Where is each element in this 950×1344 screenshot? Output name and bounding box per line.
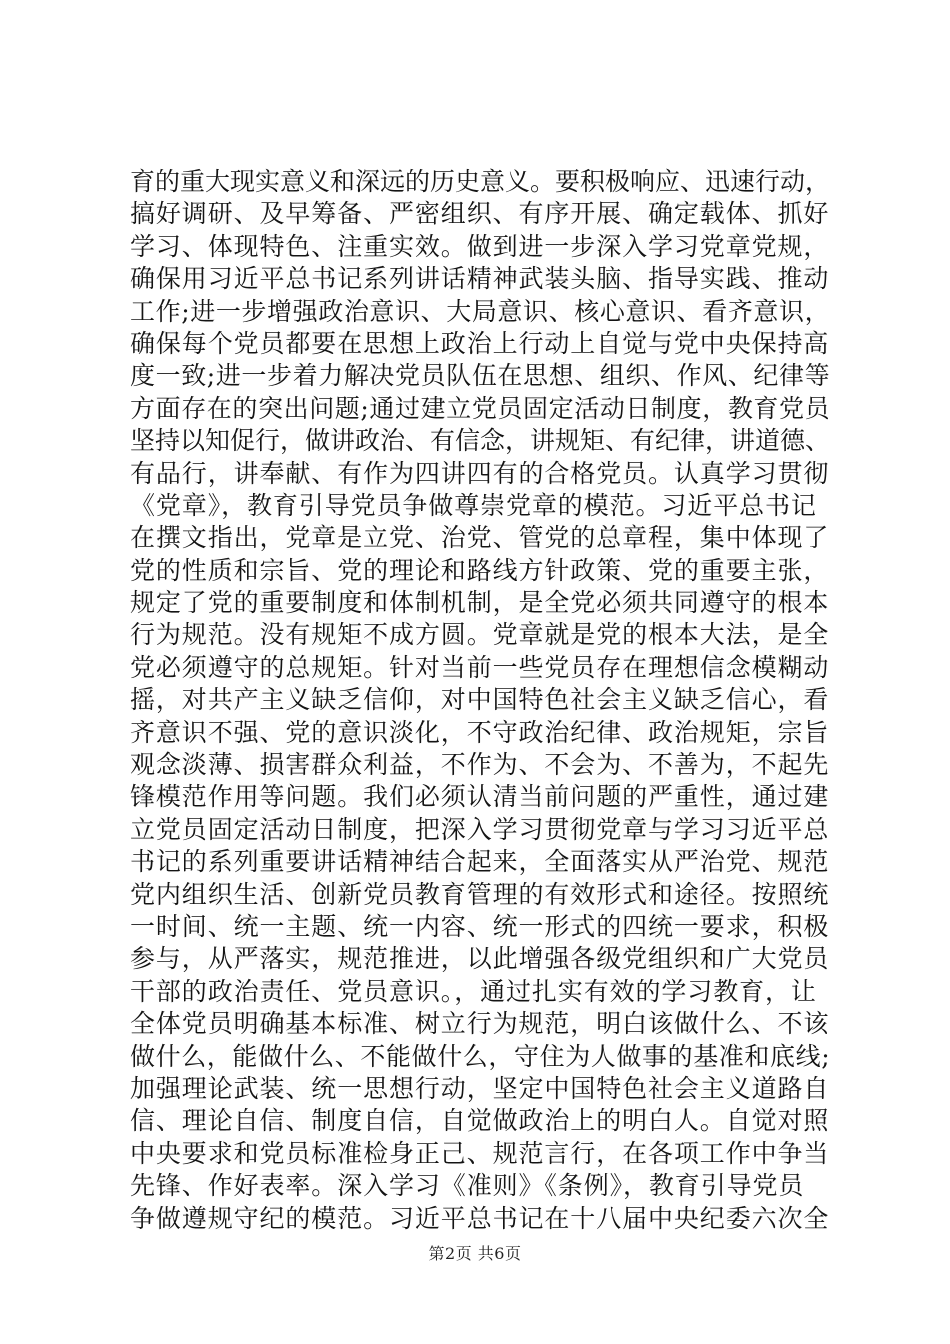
text-line: 学习、体现特色、注重实效。做到进一步深入学习党章党规， <box>130 231 830 261</box>
text-line: 党的性质和宗旨、党的理论和路线方针政策、党的重要主张， <box>130 555 830 585</box>
text-line: 锋模范作用等问题。我们必须认清当前问题的严重性，通过建 <box>130 782 830 812</box>
text-line: 干部的政治责任、党员意识。，通过扎实有效的学习教育，让 <box>130 976 817 1006</box>
text-line: 信、理论自信、制度自信，自觉做政治上的明白人。自觉对照 <box>130 1106 830 1136</box>
body-paragraph <box>130 166 830 1235</box>
text-line: 全体党员明确基本标准、树立行为规范，明白该做什么、不该 <box>130 1009 830 1039</box>
page-footer: 第2页 共6页 <box>428 1244 522 1263</box>
text-line: 方面存在的突出问题;通过建立党员固定活动日制度，教育党员 <box>130 393 831 423</box>
text-line: 加强理论武装、统一思想行动，坚定中国特色社会主义道路自 <box>130 1073 830 1103</box>
text-line: 党必须遵守的总规矩。针对当前一些党员存在理想信念模糊动 <box>130 652 830 682</box>
text-line: 确保用习近平总书记系列讲话精神武装头脑、指导实践、推动 <box>130 264 830 294</box>
text-line: 先锋、作好表率。深入学习《准则》《条例》，教育引导党员 <box>130 1171 805 1201</box>
text-line: 《党章》，教育引导党员争做尊崇党章的模范。习近平总书记 <box>130 490 817 520</box>
text-line: 一时间、统一主题、统一内容、统一形式的四统一要求，积极 <box>130 911 830 941</box>
text-line: 度一致;进一步着力解决党员队伍在思想、组织、作风、纪律等 <box>130 361 831 391</box>
text-line: 观念淡薄、损害群众利益，不作为、不会为、不善为，不起先 <box>130 750 830 780</box>
text-line: 齐意识不强、党的意识淡化，不守政治纪律、政治规矩，宗旨 <box>130 717 830 747</box>
text-line: 坚持以知促行，做讲政治、有信念，讲规矩、有纪律，讲道德、 <box>130 426 831 456</box>
text-line: 书记的系列重要讲话精神结合起来，全面落实从严治党、规范 <box>130 847 830 877</box>
text-line: 在撰文指出，党章是立党、治党、管党的总章程，集中体现了 <box>130 523 830 553</box>
text-line: 参与，从严落实，规范推进，以此增强各级党组织和广大党员 <box>130 944 830 974</box>
text-line: 做什么，能做什么、不能做什么，守住为人做事的基准和底线; <box>130 1041 831 1071</box>
text-line: 育的重大现实意义和深远的历史意义。要积极响应、迅速行动， <box>130 167 831 196</box>
text-line: 搞好调研、及早筹备、严密组织、有序开展、确定载体、抓好 <box>130 199 830 229</box>
text-line: 立党员固定活动日制度，把深入学习贯彻党章与学习习近平总 <box>130 814 830 844</box>
text-line: 摇，对共产主义缺乏信仰，对中国特色社会主义缺乏信心，看 <box>130 685 830 715</box>
text-line: 行为规范。没有规矩不成方圆。党章就是党的根本大法，是全 <box>130 620 830 650</box>
text-line: 中央要求和党员标准检身正己、规范言行，在各项工作中争当 <box>130 1138 830 1168</box>
text-line: 工作;进一步增强政治意识、大局意识、核心意识、看齐意识， <box>130 296 831 326</box>
text-line: 有品行，讲奉献、有作为四讲四有的合格党员。认真学习贯彻 <box>130 458 830 488</box>
text-line: 争做遵规守纪的模范。习近平总书记在十八届中央纪委六次全 <box>130 1203 830 1233</box>
text-line: 确保每个党员都要在思想上政治上行动上自觉与党中央保持高 <box>130 328 830 358</box>
text-line: 规定了党的重要制度和体制机制，是全党必须共同遵守的根本 <box>130 588 830 618</box>
text-line: 党内组织生活、创新党员教育管理的有效形式和途径。按照统 <box>130 879 830 909</box>
